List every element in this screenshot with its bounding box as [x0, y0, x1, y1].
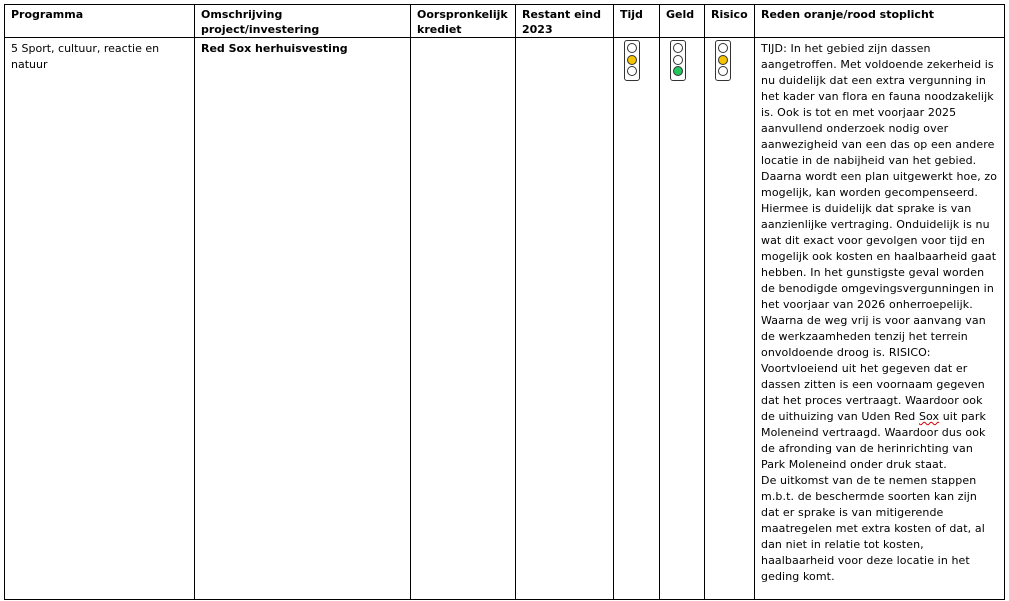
traffic-light-icon	[624, 40, 640, 81]
spellcheck-word: Sox	[918, 410, 940, 423]
project-table	[4, 4, 1005, 600]
cell-tijd	[614, 38, 660, 600]
cell-reden	[755, 38, 1005, 600]
header-programma: Programma	[5, 5, 195, 38]
lamp-middle	[673, 55, 683, 65]
table-row	[5, 38, 1005, 600]
lamp-top	[673, 43, 683, 53]
header-row	[5, 5, 1005, 38]
cell-risico	[705, 38, 755, 600]
traffic-light-icon	[715, 40, 731, 81]
lamp-middle	[627, 55, 637, 65]
lamp-top	[718, 43, 728, 53]
lamp-bottom	[718, 66, 728, 76]
cell-programma: 5 Sport, cultuur, reactie en natuur	[5, 38, 195, 600]
header-geld: Geld	[660, 5, 705, 38]
header-tijd: Tijd	[614, 5, 660, 38]
lamp-middle	[718, 55, 728, 65]
cell-restant-eind-2023	[516, 38, 614, 600]
header-omschrijving: Omschrijving project/investering	[195, 5, 411, 38]
reden-text-conclusion: De uitkomst van de te nemen stappen m.b.t. de beschermde soorten kan zijn dat er sprake is van mitigerende maatregelen met extra kosten of dat, al dan niet in relatie tot kosten, haalbaarheid voor deze locatie in het geding komt.	[761, 474, 985, 583]
header-reden: Reden oranje/rood stoplicht	[755, 5, 1005, 38]
cell-oorspronkelijk-krediet	[411, 38, 516, 600]
cell-omschrijving: Red Sox herhuisvesting	[195, 38, 411, 600]
header-oorspronkelijk-krediet: Oorspronkelijk krediet	[411, 5, 516, 38]
reden-text-continued: uit park Moleneind vertraagd. Waardoor dus ook de afronding van de herinrichting van Park Moleneind onder druk staat.	[761, 410, 986, 471]
cell-geld	[660, 38, 705, 600]
header-risico: Risico	[705, 5, 755, 38]
reden-text: TIJD: In het gebied zijn dassen aangetroffen. Met voldoende zekerheid is nu duidelijk dat een extra vergunning in het kader van flora en fauna noodzakelijk is. Ook is tot en met voorjaar 2025 aanvullend onderzoek nodig over aanwezigheid van een das op een andere locatie in de nabijheid van het gebied. Daarna wordt een plan uitgewerkt hoe, zo mogelijk, kan worden gecompenseerd. Hiermee is duidelijk dat sprake is van aanzienlijke vertraging. Onduidelijk is nu wat dit exact voor gevolgen voor tijd en mogelijk ook kosten en haalbaarheid gaat hebben. In het gunstigste geval worden de benodigde omgevingsvergunningen in het voorjaar van 2026 onherroepelijk. Waarna de weg vrij is voor aanvang van de werkzaamheden tenzij het terrein onvoldoende droog is. RISICO: Voortvloeiend uit het gegeven dat er dassen zitten is een voornaam gegeven dat het proces vertraagt. Waardoor ook de uithuizing van Uden Red	[761, 42, 998, 423]
lamp-top	[627, 43, 637, 53]
lamp-bottom	[627, 66, 637, 76]
lamp-bottom	[673, 66, 683, 76]
header-restant-eind-2023: Restant eind 2023	[516, 5, 614, 38]
traffic-light-icon	[670, 40, 686, 81]
